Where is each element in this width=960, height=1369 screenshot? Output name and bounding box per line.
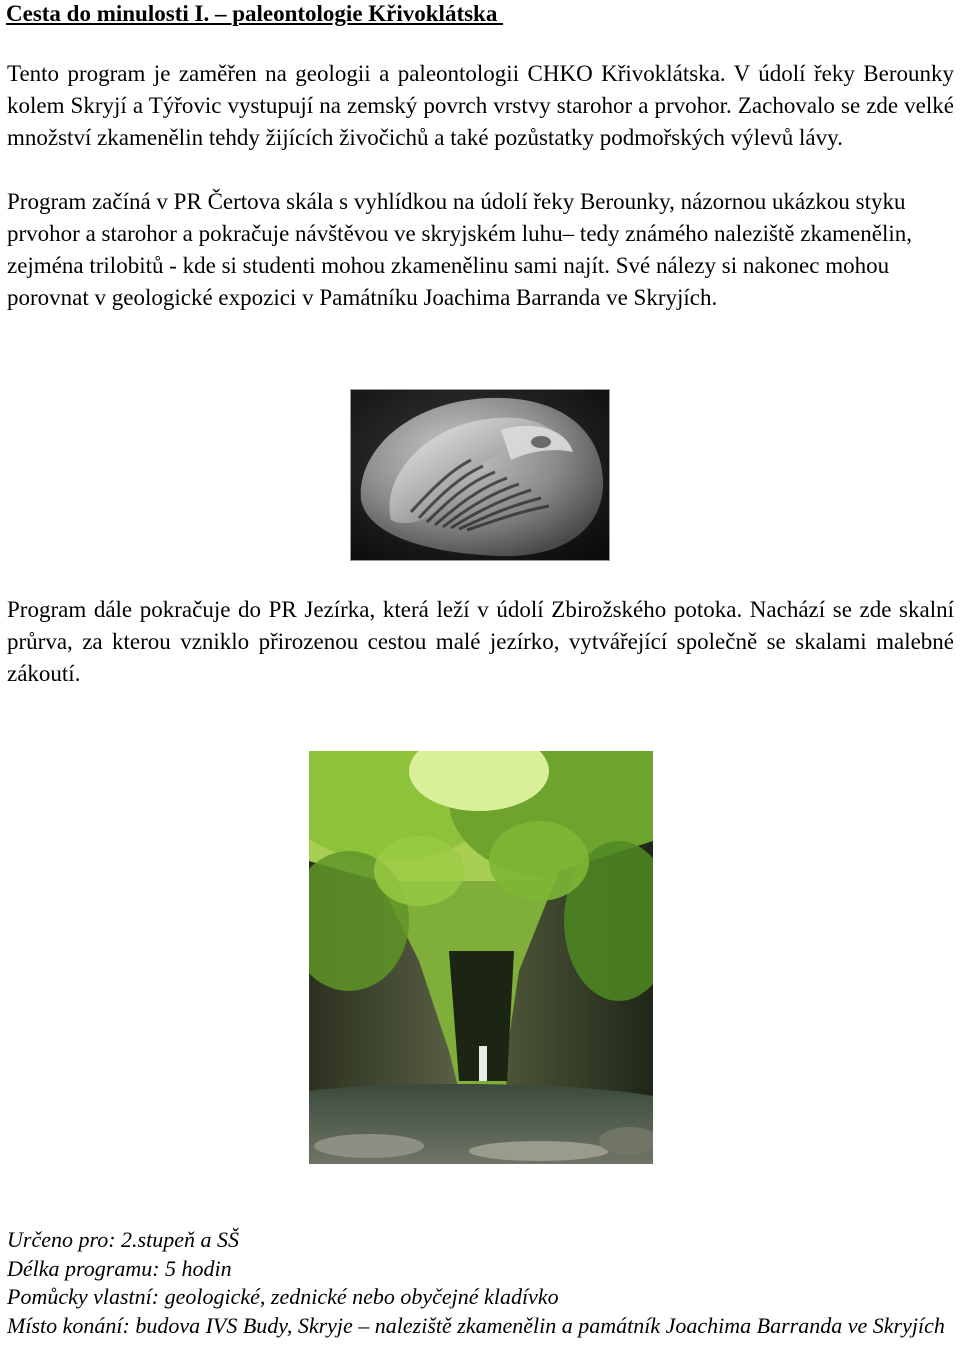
target-group: Určeno pro: 2.stupeň a SŠ: [7, 1227, 239, 1252]
program-duration: Délka programu: 5 hodin: [7, 1255, 232, 1281]
location: Místo konání: budova IVS Budy, Skryje – naleziště zkamenělin a památník Joachima Barranda ve Skryjích: [7, 1312, 945, 1338]
gorge-photo: [309, 751, 653, 1164]
trilobite-photo: [350, 389, 610, 561]
program-paragraph: Program začíná v PR Čertova skála s vyhlídkou na údolí řeky Berounky, názornou ukázkou styku prvohor a starohor a pokračuje návštěvou ve skryjském luhu– tedy známého naleziště zkamenělin, zejména trilobitů - kde si studenti mohou zkamenělinu sami najít. Své nálezy si nakonec mohou porovnat v geologické expozici v Památníku Joachima Barranda ve Skryjích.: [7, 189, 913, 310]
intro-paragraph: Tento program je zaměřen na geologii a paleontologii CHKO Křivoklátska. V údolí řeky Berounky kolem Skryjí a Týřovic vystupují na zemský povrch vrstvy starohor a prvohor. Zachovalo se zde velké množství zkamenělin tehdy žijících živočichů a také pozůstatky podmořských výlevů lávy.: [7, 61, 954, 150]
lake-paragraph: Program dále pokračuje do PR Jezírka, která leží v údolí Zbirožského potoka. Nachází se zde skalní průrva, za kterou vzniklo přirozenou cestou malé jezírko, vytvářející společně se skalami malebné zákoutí.: [7, 597, 954, 686]
equipment: Pomůcky vlastní: geologické, zednické nebo obyčejné kladívko: [7, 1284, 559, 1309]
page-title: Cesta do minulosti I. – paleontologie Křivoklátska: [6, 1, 504, 26]
program-info: [7, 1226, 954, 1340]
